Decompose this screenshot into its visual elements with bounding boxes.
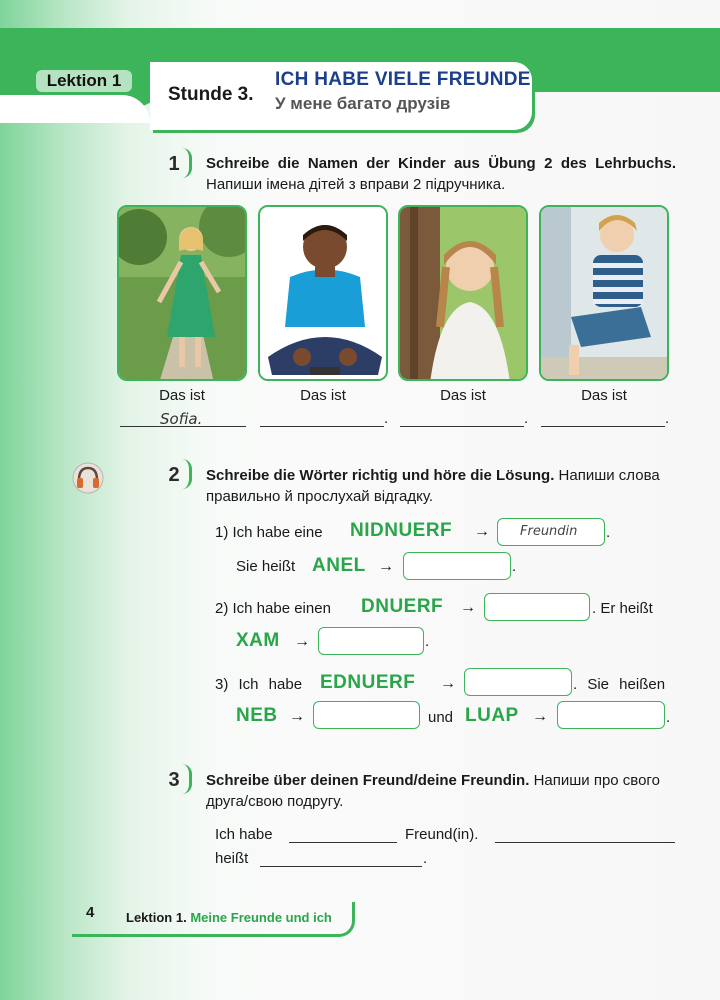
photo-boy-blue-shirt (258, 205, 388, 381)
girl-green-dress-illustration (119, 207, 247, 381)
answer-line-3[interactable] (400, 426, 524, 427)
exercise3-instruction (206, 770, 676, 812)
period: . (512, 558, 517, 575)
arrow: → (474, 523, 490, 540)
period: . (384, 410, 389, 427)
answer-box[interactable] (318, 627, 424, 655)
arrow: → (460, 599, 476, 616)
ex3-line1-mid: Freund(in). (405, 826, 479, 843)
item2-prefix: 2) Ich habe einen (215, 600, 331, 617)
footer-lesson: Lektion 1. (126, 910, 187, 925)
period: . (425, 633, 430, 650)
instruction-ua: Напиши про свого друга/свою подругу. (206, 772, 660, 810)
arrow: → (440, 675, 456, 692)
boy-striped-shirt-illustration (541, 207, 669, 381)
und-label: und (428, 709, 454, 726)
period: . (666, 709, 671, 726)
answer-box[interactable] (313, 701, 420, 729)
period: . (423, 850, 428, 867)
photo-girl-green-dress (117, 205, 247, 381)
caption-4: Das ist (581, 387, 627, 404)
item3-suffix: . Sie heißen (573, 676, 666, 693)
answer-line-4[interactable] (541, 426, 665, 427)
item2-suffix: . Er heißt (592, 600, 653, 617)
lesson-tag: Lektion 1 (34, 68, 134, 94)
page-number: 4 (86, 904, 95, 921)
photo-boy-striped-shirt (539, 205, 669, 381)
boy-blue-shirt-illustration (260, 207, 388, 381)
answer-box[interactable] (557, 701, 665, 729)
answer-line-2[interactable] (260, 426, 384, 427)
page-title: ICH HABE VIELE FREUNDE (275, 69, 531, 90)
footer-topic: Meine Freunde und ich (190, 910, 332, 925)
period: . (665, 410, 670, 427)
answer-box[interactable] (484, 593, 590, 621)
scrambled-word: LUAP (465, 705, 519, 726)
scrambled-word: NEB (236, 705, 278, 726)
answer-1: Sofia. (160, 410, 203, 428)
instruction-de: Schreibe die Namen der Kinder aus Übung 2 des Lehrbuchs. (206, 155, 676, 172)
period: . (524, 410, 529, 427)
arrow: → (378, 558, 394, 575)
exercise-number: 2 (160, 461, 188, 489)
answer-text: Freundin (520, 524, 578, 539)
scrambled-word: NIDNUERF (350, 520, 453, 541)
item3-prefix: 3) Ich habe (215, 676, 303, 693)
item1-second-prefix: Sie heißt (236, 558, 296, 575)
footer-title (126, 910, 332, 925)
caption-3: Das ist (440, 387, 486, 404)
caption-2: Das ist (300, 387, 346, 404)
exercise2-instruction (206, 465, 676, 507)
scrambled-word: XAM (236, 630, 280, 651)
scrambled-word: DNUERF (361, 596, 444, 617)
page-subtitle: У мене багато друзів (275, 94, 451, 113)
instruction-de: Schreibe über deinen Freund/deine Freundin. (206, 772, 530, 789)
header-swoosh-gap (0, 95, 150, 123)
exercise-number: 1 (160, 150, 188, 178)
period: . (606, 524, 611, 541)
arrow: → (532, 708, 548, 725)
instruction-ua: Напиши слова правильно й прослухай відгадку. (206, 467, 660, 505)
photo-girl-braids (398, 205, 528, 381)
arrow: → (289, 708, 305, 725)
exercise-number: 3 (160, 766, 188, 794)
exercise1-instruction (206, 153, 676, 195)
caption-1: Das ist (159, 387, 205, 404)
answer-box[interactable] (464, 668, 572, 696)
headphones-icon[interactable] (72, 462, 104, 494)
ex3-line1-start: Ich habe (215, 826, 273, 843)
girl-braids-illustration (400, 207, 528, 381)
instruction-de: Schreibe die Wörter richtig und höre die Lösung. (206, 467, 555, 484)
arrow: → (294, 633, 310, 650)
item1-prefix: 1) Ich habe eine (215, 524, 323, 541)
instruction-ua: Напиши імена дітей з вправи 2 підручника. (206, 176, 506, 193)
answer-box[interactable] (403, 552, 511, 580)
scrambled-word: ANEL (312, 555, 366, 576)
stunde-label: Stunde 3. (168, 84, 254, 105)
writing-line[interactable] (289, 842, 397, 843)
ex3-line2-start: heißt (215, 850, 249, 867)
writing-line[interactable] (260, 866, 422, 867)
scrambled-word: EDNUERF (320, 672, 416, 693)
writing-line[interactable] (495, 842, 675, 843)
